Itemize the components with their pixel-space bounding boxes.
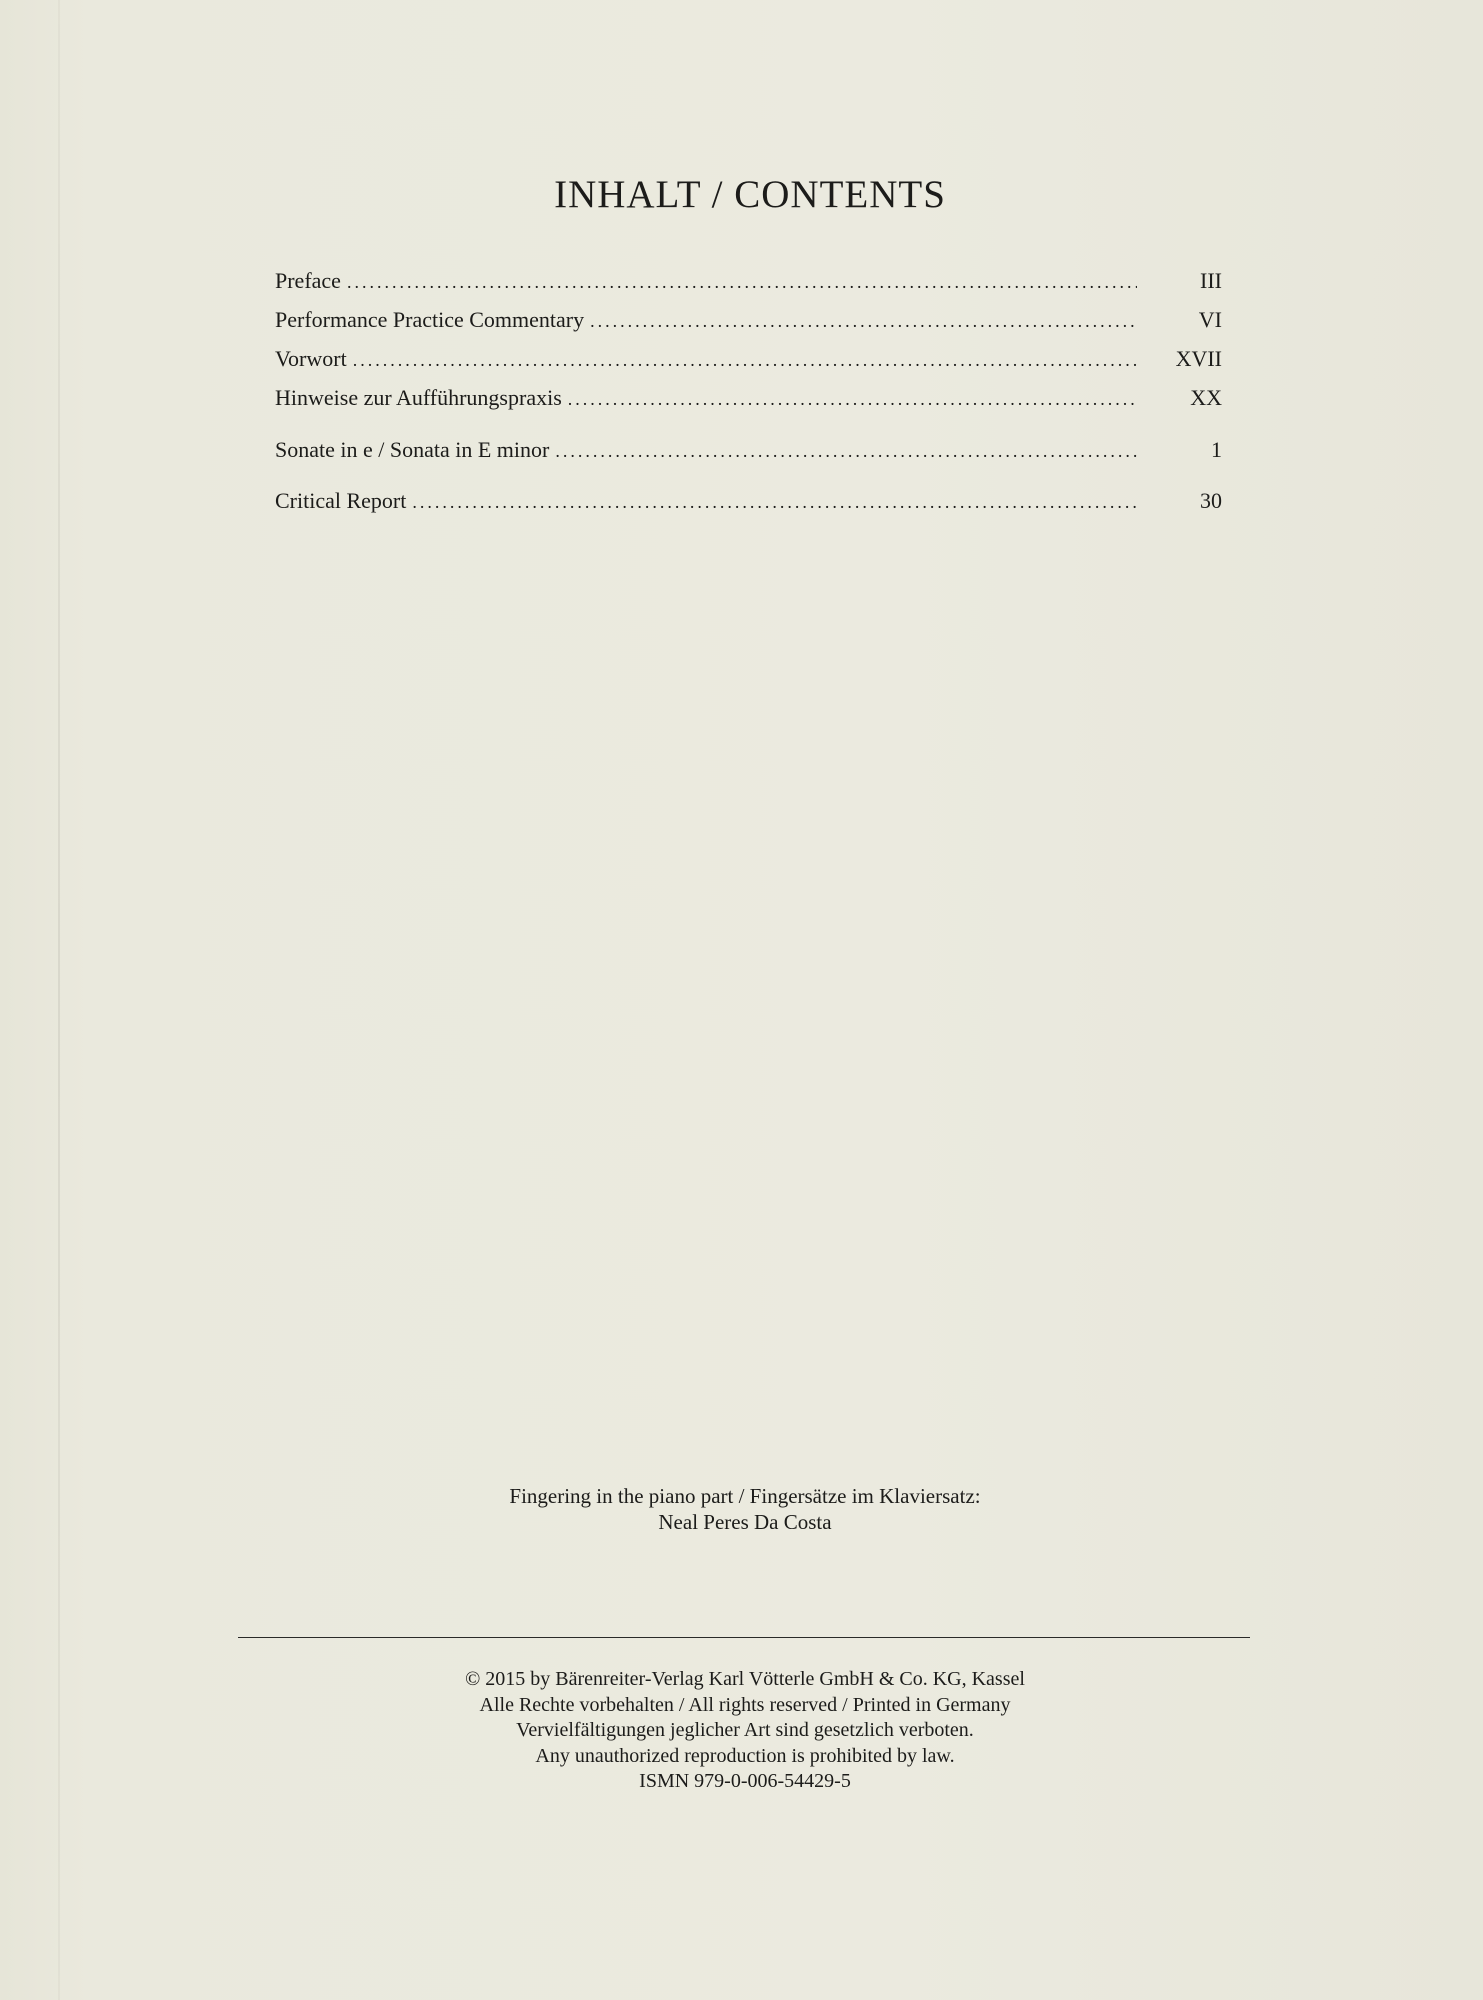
divider-rule (238, 1637, 1250, 1638)
fingering-credit (0, 1483, 1483, 1535)
dot-leader (353, 350, 1137, 371)
toc-entry-page: VI (1198, 307, 1222, 332)
dot-leader (555, 441, 1137, 462)
toc-entry-hinweise[interactable] (275, 385, 1222, 417)
copyright-line: © 2015 by Bärenreiter-Verlag Karl Vötterle GmbH & Co. KG, Kassel (465, 1668, 1025, 1690)
toc-entry-preface[interactable] (275, 268, 1222, 300)
reproduction-german-line: Vervielfältigungen jeglicher Art sind gesetzlich verboten. (516, 1719, 974, 1741)
toc-entry-label: Vorwort (275, 346, 347, 371)
reproduction-english-line: Any unauthorized reproduction is prohibited by law. (535, 1744, 955, 1767)
toc-entry-page: 30 (1200, 488, 1222, 513)
toc-entry-critical-report[interactable] (275, 488, 1222, 520)
toc-entry-sonata[interactable] (275, 437, 1222, 469)
toc-entry-page: III (1200, 268, 1222, 293)
dot-leader (412, 492, 1137, 513)
toc-entry-page: 1 (1211, 437, 1222, 462)
toc-entry-label: Performance Practice Commentary (275, 307, 585, 332)
dot-leader (347, 272, 1137, 293)
toc-entry-label: Critical Report (275, 488, 407, 513)
dot-leader (568, 389, 1137, 410)
dot-leader (590, 311, 1137, 332)
copyright-block (0, 1667, 1483, 1795)
toc-entry-label: Sonate in e / Sonata in E minor (275, 437, 550, 462)
toc-entry-performance-practice-commentary[interactable] (275, 307, 1222, 339)
toc-entry-vorwort[interactable] (275, 346, 1222, 378)
ismn-line: ISMN 979-0-006-54429-5 (639, 1770, 851, 1792)
toc-entry-label: Hinweise zur Aufführungspraxis (275, 385, 562, 410)
toc-entry-label: Preface (275, 268, 341, 293)
credit-line: Fingering in the piano part / Fingersätze im Klaviersatz: (509, 1484, 981, 1508)
credit-name: Neal Peres Da Costa (658, 1510, 832, 1534)
page-title: INHALT / CONTENTS (554, 173, 946, 216)
toc-entry-page: XX (1190, 385, 1222, 410)
toc-entry-page: XVII (1175, 346, 1222, 371)
rights-line: Alle Rechte vorbehalten / All rights reserved / Printed in Germany (479, 1693, 1011, 1716)
